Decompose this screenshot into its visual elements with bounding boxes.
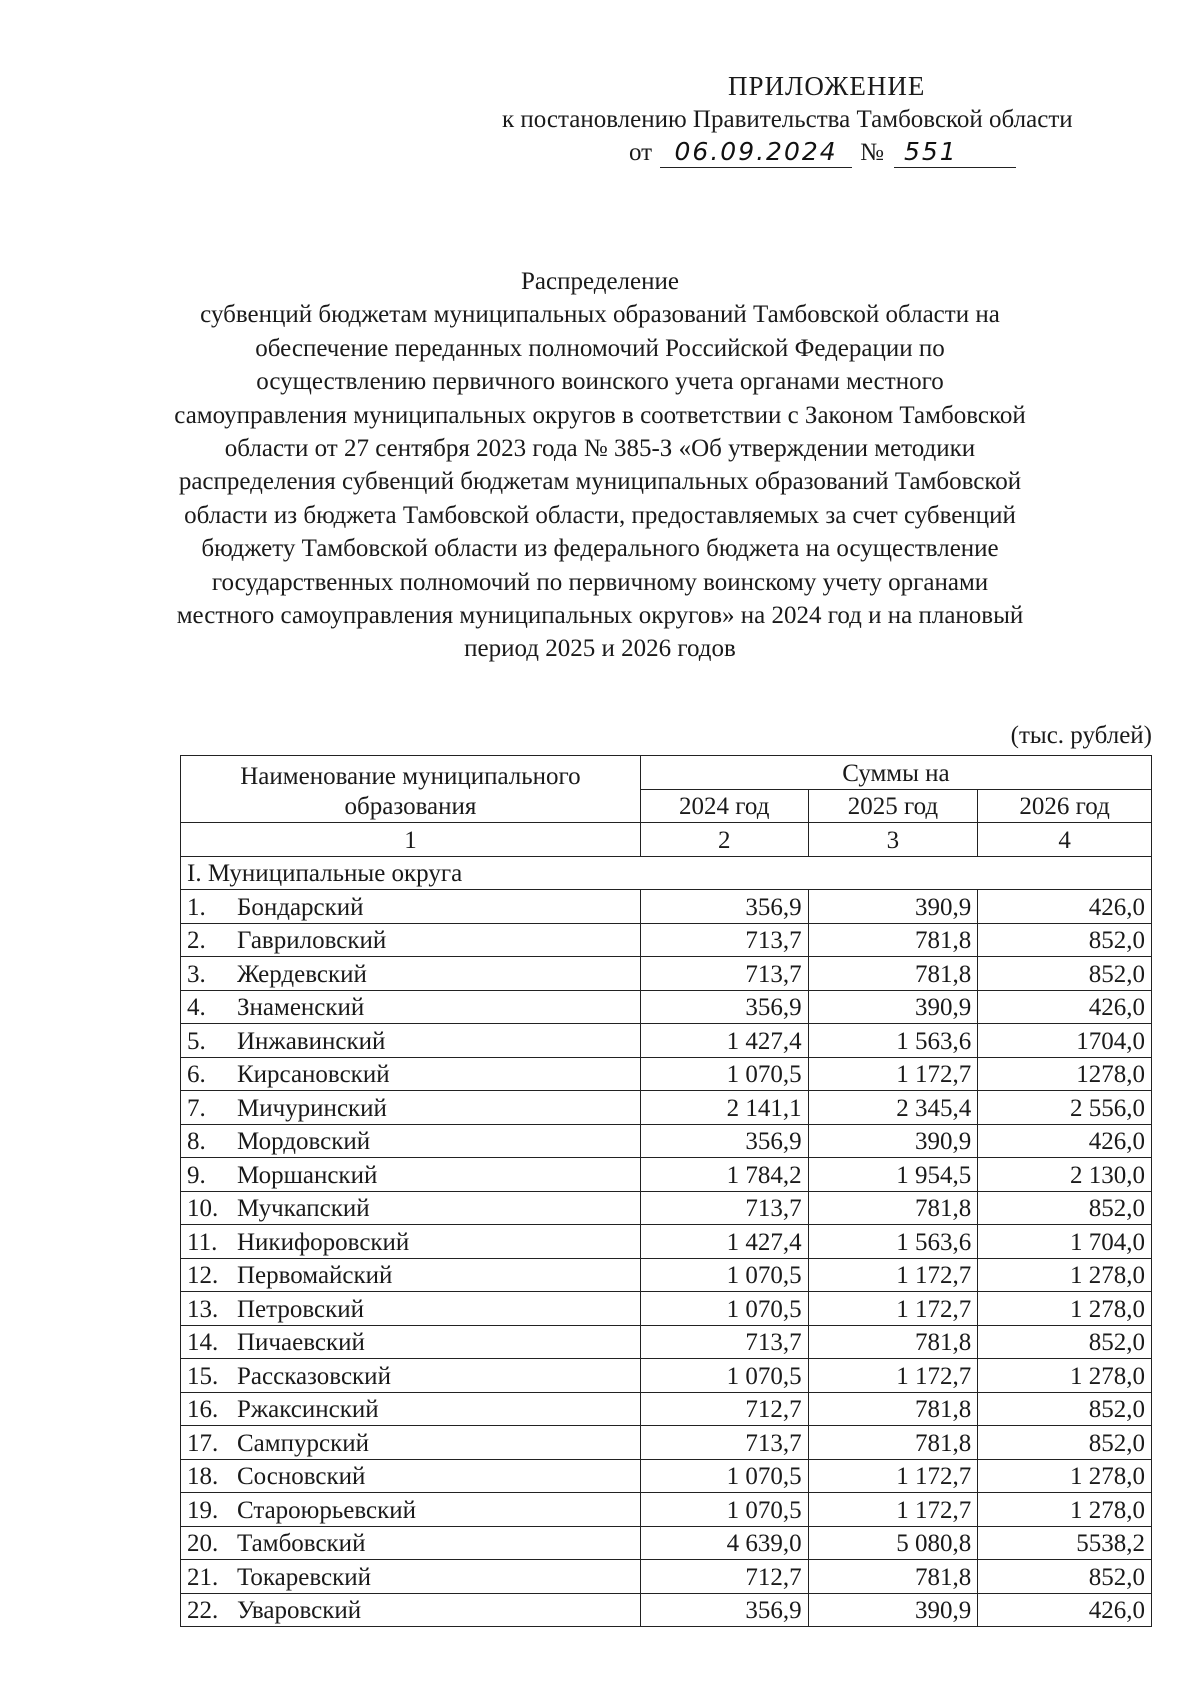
row-number: 7.	[187, 1094, 206, 1122]
municipality-name: Знаменский	[237, 994, 365, 1021]
amount-2026: 1278,0	[978, 1057, 1152, 1091]
municipality-cell	[181, 1258, 641, 1292]
municipality-cell	[181, 990, 641, 1024]
table-row	[181, 1258, 1152, 1292]
amount-2025: 2 345,4	[808, 1091, 978, 1125]
heading-line: распределения субвенций бюджетам муниципальных образований Тамбовской	[178, 468, 1022, 496]
row-number: 18.	[187, 1463, 219, 1490]
table-row	[181, 1057, 1152, 1091]
table-row	[181, 1091, 1152, 1125]
column-number-row	[181, 823, 1152, 857]
municipality-name: Петровский	[237, 1295, 365, 1323]
amount-2026: 852,0	[978, 1325, 1152, 1359]
municipality-cell	[181, 1459, 641, 1493]
row-number: 9.	[187, 1161, 206, 1189]
row-number: 1.	[187, 893, 206, 921]
heading-line: период 2025 и 2026 годов	[464, 635, 736, 663]
amount-2026: 852,0	[978, 1426, 1152, 1460]
amount-2024: 1 070,5	[640, 1057, 808, 1091]
amount-2026: 5538,2	[978, 1526, 1152, 1560]
municipality-name: Моршанский	[237, 1161, 378, 1189]
row-number: 3.	[187, 960, 206, 988]
section-title: I. Муниципальные округа	[181, 856, 1152, 890]
table-row	[181, 1392, 1152, 1426]
amount-2024: 713,7	[640, 1191, 808, 1225]
handwritten-number: 551	[894, 137, 1016, 168]
amount-2024: 356,9	[640, 990, 808, 1024]
municipality-name: Мичуринский	[237, 1094, 387, 1122]
table-row	[181, 1359, 1152, 1393]
municipality-cell	[181, 923, 641, 957]
municipality-name: Инжавинский	[237, 1027, 386, 1055]
amount-2024: 713,7	[640, 1325, 808, 1359]
table-row	[181, 1526, 1152, 1560]
table-row	[181, 1593, 1152, 1627]
municipality-name: Кирсановский	[237, 1061, 390, 1088]
municipality-cell	[181, 890, 641, 924]
municipality-cell	[181, 1493, 641, 1527]
subvention-table	[180, 755, 1152, 1627]
row-number: 6.	[187, 1061, 206, 1088]
amount-2025: 1 563,6	[808, 1024, 978, 1058]
table-row	[181, 923, 1152, 957]
table-row	[181, 1191, 1152, 1225]
row-number: 19.	[187, 1496, 219, 1524]
header-amounts: Суммы на	[640, 756, 1151, 790]
heading-line: субвенций бюджетам муниципальных образований Тамбовской области на	[200, 301, 1000, 329]
municipality-cell	[181, 1225, 641, 1259]
row-number: 16.	[187, 1396, 219, 1423]
amount-2024: 356,9	[640, 1593, 808, 1627]
row-number: 15.	[187, 1362, 219, 1390]
row-number: 10.	[187, 1195, 219, 1222]
amount-2025: 390,9	[808, 890, 978, 924]
row-number: 11.	[187, 1228, 218, 1256]
municipality-cell	[181, 1426, 641, 1460]
municipality-name: Никифоровский	[237, 1228, 410, 1256]
header-municipality: Наименование муниципального образования	[181, 756, 641, 823]
column-number: 3	[808, 823, 978, 857]
amount-2024: 1 427,4	[640, 1225, 808, 1259]
municipality-cell	[181, 1593, 641, 1627]
municipality-name: Токаревский	[237, 1563, 372, 1591]
amount-2024: 1 427,4	[640, 1024, 808, 1058]
amount-2024: 1 070,5	[640, 1258, 808, 1292]
section-row	[181, 856, 1152, 890]
municipality-cell	[181, 1124, 641, 1158]
heading-line: государственных полномочий по первичному воинскому учету органами	[211, 568, 989, 596]
amount-2026: 852,0	[978, 957, 1152, 991]
municipality-cell	[181, 1325, 641, 1359]
municipality-name: Сампурский	[237, 1429, 369, 1457]
amount-2025: 5 080,8	[808, 1526, 978, 1560]
row-number: 14.	[187, 1329, 219, 1356]
municipality-name: Мучкапский	[237, 1195, 370, 1222]
row-number: 20.	[187, 1530, 219, 1557]
heading-title: Распределение	[521, 268, 679, 295]
table-row	[181, 890, 1152, 924]
municipality-name: Сосновский	[237, 1463, 366, 1490]
amount-2024: 1 784,2	[640, 1158, 808, 1192]
amount-2026: 1 278,0	[978, 1493, 1152, 1527]
row-number: 21.	[187, 1563, 219, 1591]
municipality-name: Мордовский	[237, 1128, 371, 1155]
municipality-cell	[181, 1191, 641, 1225]
column-number: 2	[640, 823, 808, 857]
heading-line: области от 27 сентября 2023 года № 385-З «Об утверждении методики	[224, 435, 976, 463]
amount-2026: 426,0	[978, 890, 1152, 924]
appendix-date-number-line	[440, 136, 1160, 169]
amount-2025: 1 172,7	[808, 1258, 978, 1292]
table-row	[181, 1459, 1152, 1493]
table-row	[181, 1292, 1152, 1326]
amount-2025: 390,9	[808, 1124, 978, 1158]
amount-2024: 713,7	[640, 923, 808, 957]
amount-2026: 426,0	[978, 990, 1152, 1024]
amount-2024: 713,7	[640, 957, 808, 991]
column-number: 1	[181, 823, 641, 857]
appendix-block	[440, 70, 1160, 169]
amount-2026: 852,0	[978, 1191, 1152, 1225]
municipality-name: Тамбовский	[237, 1530, 366, 1557]
table-row	[181, 1124, 1152, 1158]
municipality-name: Староюрьевский	[237, 1496, 417, 1524]
amount-2026: 852,0	[978, 1392, 1152, 1426]
amount-2026: 852,0	[978, 923, 1152, 957]
amount-2024: 1 070,5	[640, 1493, 808, 1527]
amount-2024: 1 070,5	[640, 1292, 808, 1326]
row-number: 8.	[187, 1128, 206, 1155]
amount-2025: 1 563,6	[808, 1225, 978, 1259]
amount-2024: 712,7	[640, 1392, 808, 1426]
amount-2025: 781,8	[808, 1325, 978, 1359]
municipality-name: Пичаевский	[237, 1329, 365, 1356]
municipality-cell	[181, 1091, 641, 1125]
municipality-name: Первомайский	[237, 1262, 393, 1289]
header-year-2024: 2024 год	[640, 789, 808, 823]
from-label: от	[629, 139, 653, 166]
units-label: (тыс. рублей)	[1010, 722, 1152, 749]
amount-2024: 2 141,1	[640, 1091, 808, 1125]
amount-2026: 852,0	[978, 1560, 1152, 1594]
municipality-name: Гавриловский	[237, 927, 387, 954]
amount-2025: 390,9	[808, 1593, 978, 1627]
amount-2026: 2 556,0	[978, 1091, 1152, 1125]
amount-2026: 426,0	[978, 1593, 1152, 1627]
heading-line: местного самоуправления муниципальных округов» на 2024 год и на плановый	[176, 602, 1024, 630]
municipality-name: Ржаксинский	[237, 1396, 379, 1423]
amount-2026: 426,0	[978, 1124, 1152, 1158]
amount-2026: 1 278,0	[978, 1292, 1152, 1326]
table-row	[181, 957, 1152, 991]
municipality-cell	[181, 957, 641, 991]
amount-2025: 390,9	[808, 990, 978, 1024]
amount-2025: 781,8	[808, 1392, 978, 1426]
amount-2026: 1704,0	[978, 1024, 1152, 1058]
amount-2024: 356,9	[640, 890, 808, 924]
row-number: 17.	[187, 1429, 219, 1457]
row-number: 4.	[187, 994, 206, 1021]
municipality-cell	[181, 1292, 641, 1326]
amount-2025: 1 172,7	[808, 1459, 978, 1493]
amount-2024: 713,7	[640, 1426, 808, 1460]
column-number: 4	[978, 823, 1152, 857]
amount-2024: 4 639,0	[640, 1526, 808, 1560]
municipality-name: Уваровский	[237, 1597, 362, 1624]
heading-line: обеспечение переданных полномочий Российской Федерации по	[255, 334, 945, 362]
table-row	[181, 1426, 1152, 1460]
amount-2025: 1 172,7	[808, 1292, 978, 1326]
table-row	[181, 990, 1152, 1024]
heading-line: области из бюджета Тамбовской области, предоставляемых за счет субвенций	[184, 501, 1016, 529]
municipality-cell	[181, 1560, 641, 1594]
row-number: 22.	[187, 1597, 219, 1624]
table-row	[181, 1560, 1152, 1594]
amount-2026: 1 704,0	[978, 1225, 1152, 1259]
municipality-cell	[181, 1158, 641, 1192]
amount-2024: 356,9	[640, 1124, 808, 1158]
municipality-name: Бондарский	[237, 893, 364, 921]
amount-2025: 781,8	[808, 957, 978, 991]
municipality-cell	[181, 1057, 641, 1091]
municipality-cell	[181, 1526, 641, 1560]
amount-2024: 1 070,5	[640, 1459, 808, 1493]
amount-2026: 2 130,0	[978, 1158, 1152, 1192]
header-year-2025: 2025 год	[808, 789, 978, 823]
row-number: 12.	[187, 1262, 219, 1289]
amount-2025: 1 954,5	[808, 1158, 978, 1192]
amount-2025: 781,8	[808, 1426, 978, 1460]
amount-2025: 1 172,7	[808, 1359, 978, 1393]
municipality-name: Рассказовский	[237, 1362, 391, 1390]
amount-2025: 781,8	[808, 1191, 978, 1225]
number-label: №	[860, 139, 884, 166]
handwritten-date: 06.09.2024	[660, 137, 852, 168]
amount-2025: 781,8	[808, 923, 978, 957]
table-row	[181, 1024, 1152, 1058]
municipality-cell	[181, 1359, 641, 1393]
amount-2025: 781,8	[808, 1560, 978, 1594]
amount-2026: 1 278,0	[978, 1459, 1152, 1493]
header-year-2026: 2026 год	[978, 789, 1152, 823]
municipality-cell	[181, 1024, 641, 1058]
table-row	[181, 1158, 1152, 1192]
amount-2026: 1 278,0	[978, 1258, 1152, 1292]
amount-2024: 712,7	[640, 1560, 808, 1594]
amount-2025: 1 172,7	[808, 1057, 978, 1091]
amount-2025: 1 172,7	[808, 1493, 978, 1527]
row-number: 2.	[187, 927, 206, 954]
heading-line: осуществлению первичного воинского учета органами местного	[256, 368, 944, 396]
amount-2024: 1 070,5	[640, 1359, 808, 1393]
appendix-resolution-ref: к постановлению Правительства Тамбовской области	[502, 106, 1073, 133]
heading-line: бюджету Тамбовской области из федерального бюджета на осуществление	[201, 535, 999, 563]
row-number: 5.	[187, 1027, 206, 1055]
row-number: 13.	[187, 1295, 219, 1323]
document-heading	[160, 265, 1040, 666]
table-row	[181, 1493, 1152, 1527]
heading-line: самоуправления муниципальных округов в соответствии с Законом Тамбовской	[174, 401, 1026, 429]
municipality-name: Жердевский	[237, 960, 367, 988]
amount-2026: 1 278,0	[978, 1359, 1152, 1393]
appendix-title: ПРИЛОЖЕНИЕ	[728, 71, 926, 101]
municipality-cell	[181, 1392, 641, 1426]
table-row	[181, 1225, 1152, 1259]
table-header-row	[181, 756, 1152, 790]
table-row	[181, 1325, 1152, 1359]
